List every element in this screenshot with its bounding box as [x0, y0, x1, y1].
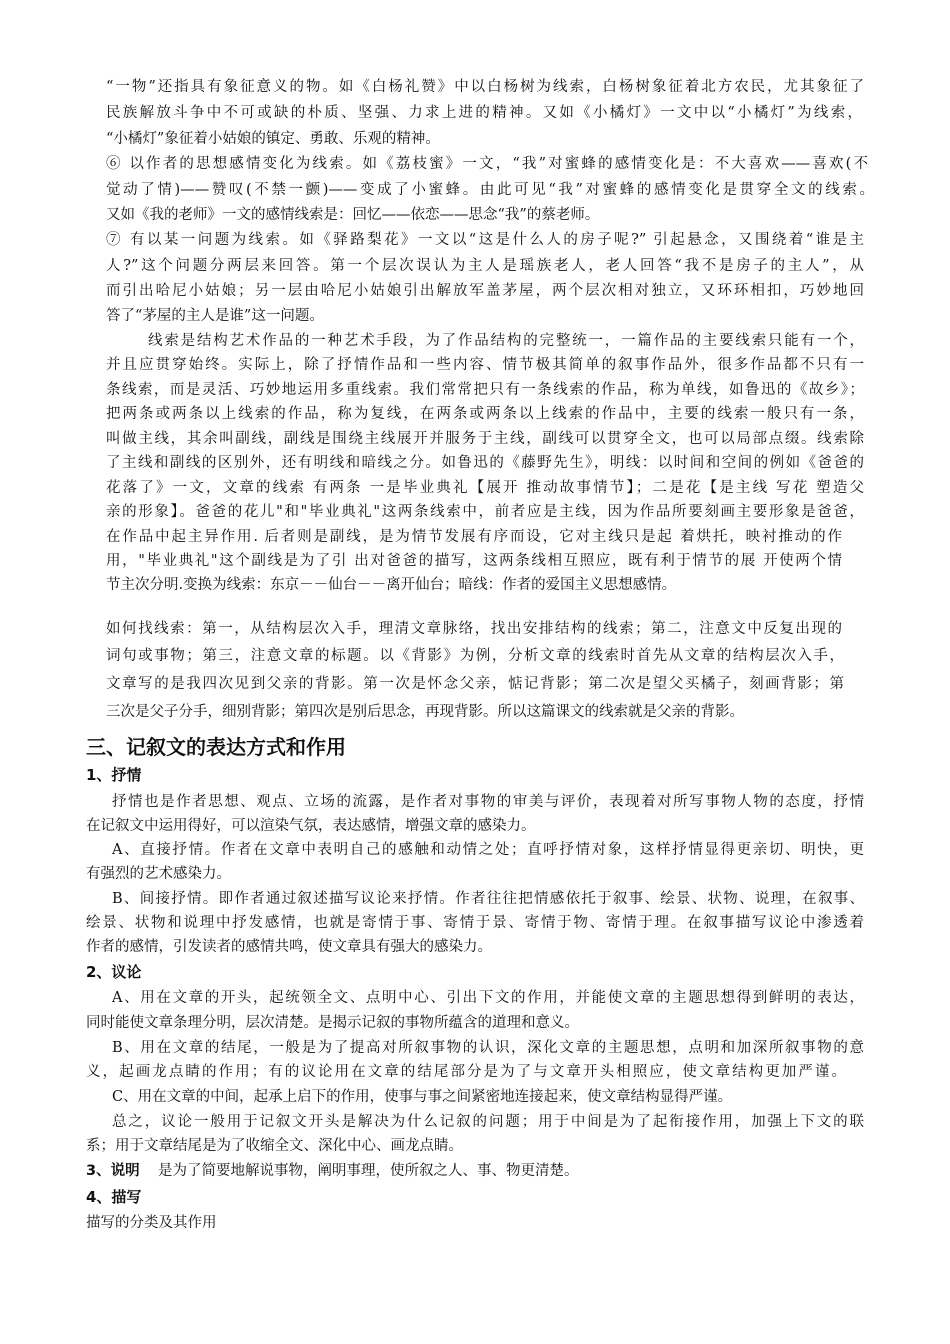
text-line: 花落了》一文，文章的线索 有两条 一是毕业典礼【展开 推动故事情节】；二是花【是主线 写花 塑造父 [106, 480, 864, 496]
text-line: 在作品中起主异作用. 后者则是副线，是为情节发展有序而设，它对主线只是起 着烘托，映衬推动的作 [106, 529, 842, 545]
text-line: 觉动了情)——赞叹(不禁一颤)——变成了小蜜蜂。由此可见“我”对蜜蜂的感情变化是贯穿全文的线索。 [106, 182, 874, 198]
text-line: 而引出哈尼小姑娘；另一层由哈尼小姑娘引出解放军盖茅屋，两个层次相对独立，又环环相扣，巧妙地回 [106, 283, 864, 299]
text-line: 亲的形象】。爸爸的花儿"和"毕业典礼"这两条线索中，前者应是主线，因为作品所要刻画主要形象是爸爸， [106, 504, 864, 520]
text-line: 把两条或两条以上线索的作品，称为复线，在两条或两条以上线索的作品中，主要的线索一般只有一条， [106, 406, 864, 422]
text-line: 并且应贯穿始终。实际上，除了抒情作品和一些内容、情节极其简单的叙事作品外，很多作品都不只有一 [106, 357, 864, 373]
describe-heading: 4、描写 [86, 1188, 142, 1206]
text-line: ⑥ 以作者的思想感情变化为线索。如《荔枝蜜》一文，“我”对蜜蜂的感情变化是：不大喜欢——喜欢(不 [106, 156, 868, 172]
text-line: 义，起画龙点睛的作用；有的议论用在文章的结尾部分是为了与文章开头相照应，使文章结构更加严谨。 [86, 1064, 846, 1080]
text-line: B、间接抒情。即作者通过叙述描写议论来抒情。作者往往把情感依托于叙事、绘景、状物、说理，在叙事、 [112, 891, 864, 907]
text-line: 绘景、状物和说理中抒发感情，也就是寄情于事、寄情于景、寄情于物、寄情于理。在叙事描写议论中渗透着 [86, 915, 864, 931]
describe-text: 描写的分类及其作用 [86, 1215, 217, 1231]
argument-heading: 2、议论 [86, 963, 142, 981]
text-line: 用，"毕业典礼"这个副线是为了引 出对爸爸的描写，这两条线相互照应，既有利于情节的展 开使两个情 [106, 553, 842, 569]
text-line: 节主次分明.变换为线索：东京－－仙台－－离开仙台；暗线：作者的爱国主义思想感情。 [106, 577, 677, 593]
text-line: 人?”这个问题分两层来回答。第一个层次误认为主人是瑶族老人，老人回答“我不是房子的主人”，从 [106, 258, 864, 274]
text-line: 线索是结构艺术作品的一种艺术手段，为了作品结构的完整统一，一篇作品的主要线索只能有一个， [148, 333, 864, 349]
text-line: 叫做主线，其余叫副线，副线是围绕主线展开并服务于主线，副线可以贯穿全文，也可以局部点缀。线索除 [106, 431, 864, 447]
text-line: “一物”还指具有象征意义的物。如《白杨礼赞》中以白杨树为线索，白杨树象征着北方农民，尤其象征了 [106, 79, 864, 95]
text-line: 总之，议论一般用于记叙文开头是解决为什么记叙的问题；用于中间是为了起衔接作用，加强上下文的联 [112, 1114, 864, 1130]
text-line: 如何找线索：第一，从结构层次入手，理清文章脉络，找出安排结构的线索；第二，注意文中反复出现的 [106, 621, 842, 637]
text-line: 在记叙文中运用得好，可以渲染气氛，表达感情，增强文章的感染力。 [86, 818, 536, 834]
explain-heading: 3、说明 [86, 1163, 140, 1179]
text-line: 词句或事物；第三，注意文章的标题。以《背影》为例，分析文章的线索时首先从文章的结构层次入手， [106, 648, 844, 664]
text-line: 又如《我的老师》一文的感情线索是：回忆——依恋——思念“我”的蔡老师。 [106, 207, 600, 223]
text-line: 民族解放斗争中不可或缺的朴质、坚强、力求上进的精神。又如《小橘灯》一文中以“小橘灯”为线索， [106, 105, 862, 121]
lyric-heading: 1、抒情 [86, 766, 142, 784]
text-line: 系；用于文章结尾是为了收缩全文、深化中心、画龙点睛。 [86, 1138, 463, 1154]
text-line: C、用在文章的中间，起承上启下的作用，使事与事之间紧密地连接起来，使文章结构显得严谨。 [112, 1089, 733, 1105]
text-line: 文章写的是我四次见到父亲的背影。第一次是怀念父亲，惦记背影；第二次是望父买橘子，刻画背影；第 [106, 676, 844, 692]
text-line: B、用在文章的结尾，一般是为了提高对所叙事物的认识，深化文章的主题思想，点明和加深所叙事物的意 [112, 1040, 864, 1056]
text-line: 三次是父子分手，细别背影；第四次是别后思念，再现背影。所以这篇课文的线索就是父亲的背影。 [106, 704, 744, 720]
text-line: 答了“茅屋的主人是谁”这一问题。 [106, 308, 324, 324]
explain-paragraph [86, 1160, 579, 1182]
text-line: 抒情也是作者思想、观点、立场的流露，是作者对事物的审美与评价，表现着对所写事物人物的态度，抒情 [112, 794, 864, 810]
text-line: 条线索，而是灵活、巧妙地运用多重线索。我们常常把只有一条线索的作品，称为单线，如鲁迅的《故乡》； [106, 382, 864, 398]
explain-text: 是为了简要地解说事物，阐明事理，使所叙之人、事、物更清楚。 [158, 1163, 579, 1179]
text-line: A、直接抒情。作者在文章中表明自己的感触和动情之处；直呼抒情对象，这样抒情显得更亲切、明快，更 [112, 842, 864, 858]
text-line: 同时能使文章条理分明，层次清楚。是揭示记叙的事物所蕴含的道理和意义。 [86, 1015, 579, 1031]
text-line: 作者的感情，引发读者的感情共鸣，使文章具有强大的感染力。 [86, 939, 492, 955]
text-line: ⑦ 有以某一问题为线索。如《驿路梨花》一文以“这是什么人的房子呢?” 引起悬念，又围绕着“谁是主 [106, 232, 864, 248]
text-line: “小橘灯”象征着小姑娘的镇定、勇敢、乐观的精神。 [106, 131, 440, 147]
text-line: 有强烈的艺术感染力。 [86, 866, 231, 882]
section-title: 三、记叙文的表达方式和作用 [86, 735, 346, 759]
text-line: 了主线和副线的区别外，还有明线和暗线之分。如鲁迅的《藤野先生》，明线：以时间和空间的例如《爸爸的 [106, 455, 864, 471]
text-line: A、用在文章的开头，起统领全文、点明中心、引出下文的作用，并能使文章的主题思想得到鲜明的表达， [112, 990, 864, 1006]
